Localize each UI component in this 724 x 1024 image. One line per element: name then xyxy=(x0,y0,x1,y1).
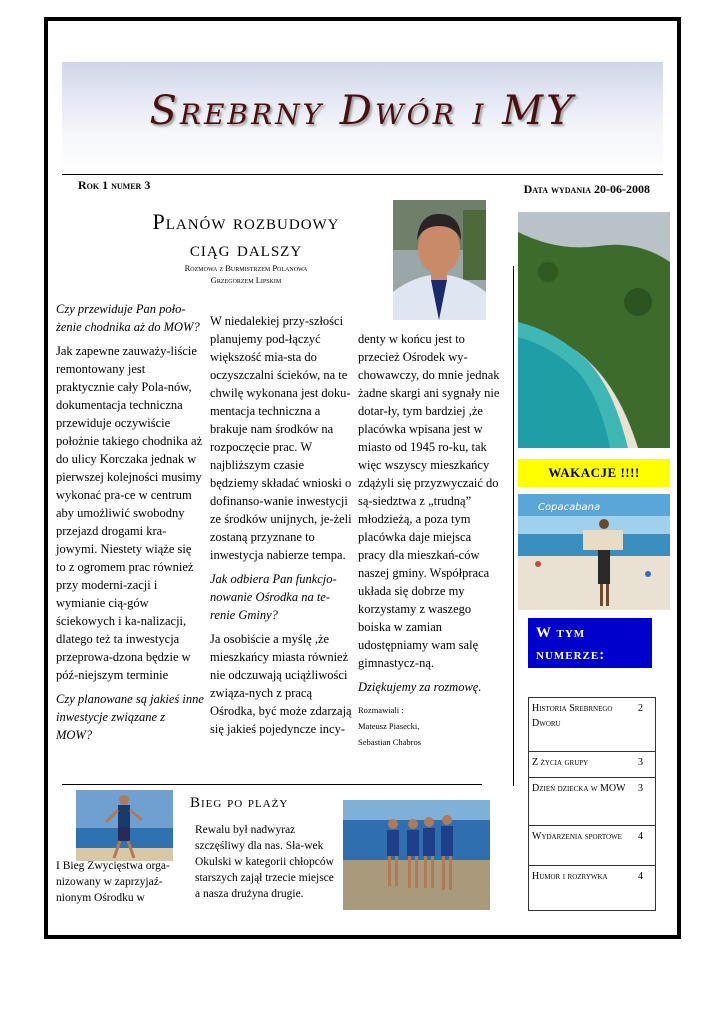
toc-item[interactable] xyxy=(529,826,655,866)
article-column-2 xyxy=(210,312,352,744)
article-column-1 xyxy=(56,300,204,750)
subhead-line-1: Rozmowa z Burmistrzem Polanowa xyxy=(184,263,308,273)
interview-question: Czy przewiduje Pan poło-żenie chodnika aż do MOW? xyxy=(56,302,200,334)
toc-item-page: 4 xyxy=(638,831,643,842)
interview-question: Czy planowane są jakieś inne inwestycje związane z MOW? xyxy=(56,692,204,742)
toc-heading xyxy=(528,618,652,668)
bieg-text-right: Rewalu był nadwyraz szczęśliwy dla nas. Sła-wek Okulski w kategorii chłopców starszych zajął trzecie miejsce a nasza drużyna drugie. xyxy=(195,824,334,900)
wakacje-banner: WAKACJE !!!! xyxy=(518,459,670,487)
toc-item[interactable] xyxy=(529,866,655,910)
masthead-rule xyxy=(62,174,663,175)
issue-date: Data wydania 20-06-2008 xyxy=(523,182,650,196)
column-divider xyxy=(513,266,514,786)
toc-heading-line-2: numerze: xyxy=(536,647,606,663)
interview-answer: W niedalekiej przy-szłości planujemy pod-łączyć większość mia-sta do oczyszczalni ścieków, na te chwilę wykonana jest doku-mentacja techniczna a brakuje nam środków na rozpoczęcie prac. W najbliższym czasie będziemy składać wnioski o dofinanso-wanie inwestycji ze środków unijnych, je-żeli zostaną przyznane to inwestycja nabierze tempa. xyxy=(210,314,352,562)
toc-item[interactable] xyxy=(529,698,655,752)
issue-number: Rok 1 numer 3 xyxy=(78,178,151,192)
mayor-portrait-photo xyxy=(393,200,486,320)
beach-photo xyxy=(518,212,670,448)
bieg-text-left: I Bieg Zwycięstwa orga-nizowany w zaprzyjaź-nionym Ośrodku w xyxy=(56,860,170,904)
masthead-banner xyxy=(62,62,663,174)
toc-item-page: 2 xyxy=(638,703,643,714)
toc-item-page: 4 xyxy=(638,871,643,882)
runner-photo xyxy=(76,790,173,861)
toc-item-label: Humor i rozrywka xyxy=(532,871,608,882)
interview-thanks: Dziękujemy za rozmowę. xyxy=(358,680,482,694)
toc-item-page: 3 xyxy=(638,783,643,794)
headline-line-1: Planów rozbudowy xyxy=(152,209,340,234)
interview-answer: Ja osobiście a myślę ,że mieszkańcy miasta również nie odczuwają uciążliwości związa-nych z pracą Ośrodka, być może zdarzają się jakieś pojedyncze incy- xyxy=(210,632,352,736)
toc-item-page: 3 xyxy=(638,757,643,768)
copacabana-sign-text: Copacabana xyxy=(538,502,601,513)
credit-name: Sebastian Chabros xyxy=(358,737,422,747)
credit-name: Mateusz Piasecki, xyxy=(358,721,420,731)
toc-item[interactable] xyxy=(529,778,655,826)
credits-label: Rozmawiali : xyxy=(358,705,404,715)
article-headline xyxy=(106,208,386,262)
toc-item-label: Wydarzenia sportowe xyxy=(532,831,622,842)
newspaper-title: Srebrny Dwór i MY xyxy=(149,88,576,134)
section-divider xyxy=(62,784,482,785)
headline-line-2: ciąg dalszy xyxy=(189,236,303,261)
bieg-headline: Bieg po plaży xyxy=(190,795,289,811)
interview-answer: Jak zapewne zauważy-liście remontowany jest praktycznie cały Pola-nów, dokumentacja techniczna przewiduje oczywiście położnie takiego chodnika aż do ulicy Korczaka jednak w pierwszej kolejności musimy wykonać pra-ce w centrum aby umożliwić swobodny przejazd drogami kra-jowymi. Niestety wiąże się to z ogromem prac również przy moderni-zacji i wymianie cią-gów ściekowych i ka-nalizacji, dlatego też ta inwestycja przeprowa-dzona będzie w póź-niejszym terminie xyxy=(56,344,203,682)
interview-answer: denty w końcu jest to przecież Ośrodek wy-chowawczy, do mnie jednak żadne skargi ani sygnały nie dotar-ły, tym bardziej ,że placówka wpisana jest w miasto od 1945 ro-ku, tak więc wszyscy mieszkańcy zdążyli się przyzwyczaić do są-siedztwa z „trudną” młodzieżą, a poza tym placówka daje miejsca pracy dla mieszkań-ców naszej gminy. Współpraca układa się dobrze my korzystamy z waszego boiska w zamian udostępniamy wam salę gimnastycz-ną. xyxy=(358,332,500,670)
toc-item[interactable] xyxy=(529,752,655,778)
table-of-contents xyxy=(528,697,656,911)
toc-item-label: Historia Srebrnego Dworu xyxy=(532,703,613,729)
article-subhead xyxy=(106,262,386,286)
copacabana-photo xyxy=(518,494,670,610)
interview-question: Jak odbiera Pan funkcjo-nowanie Ośrodka na te-renie Gminy? xyxy=(210,572,337,622)
toc-item-label: Z życia grupy xyxy=(532,757,589,768)
subhead-line-2: Grzegorzem Lipskim xyxy=(210,275,282,285)
article-column-3 xyxy=(358,330,500,750)
toc-item-label: Dzień dziecka w MOW xyxy=(532,783,626,794)
toc-heading-line-1: W tym xyxy=(536,625,586,641)
team-photo xyxy=(343,800,490,910)
